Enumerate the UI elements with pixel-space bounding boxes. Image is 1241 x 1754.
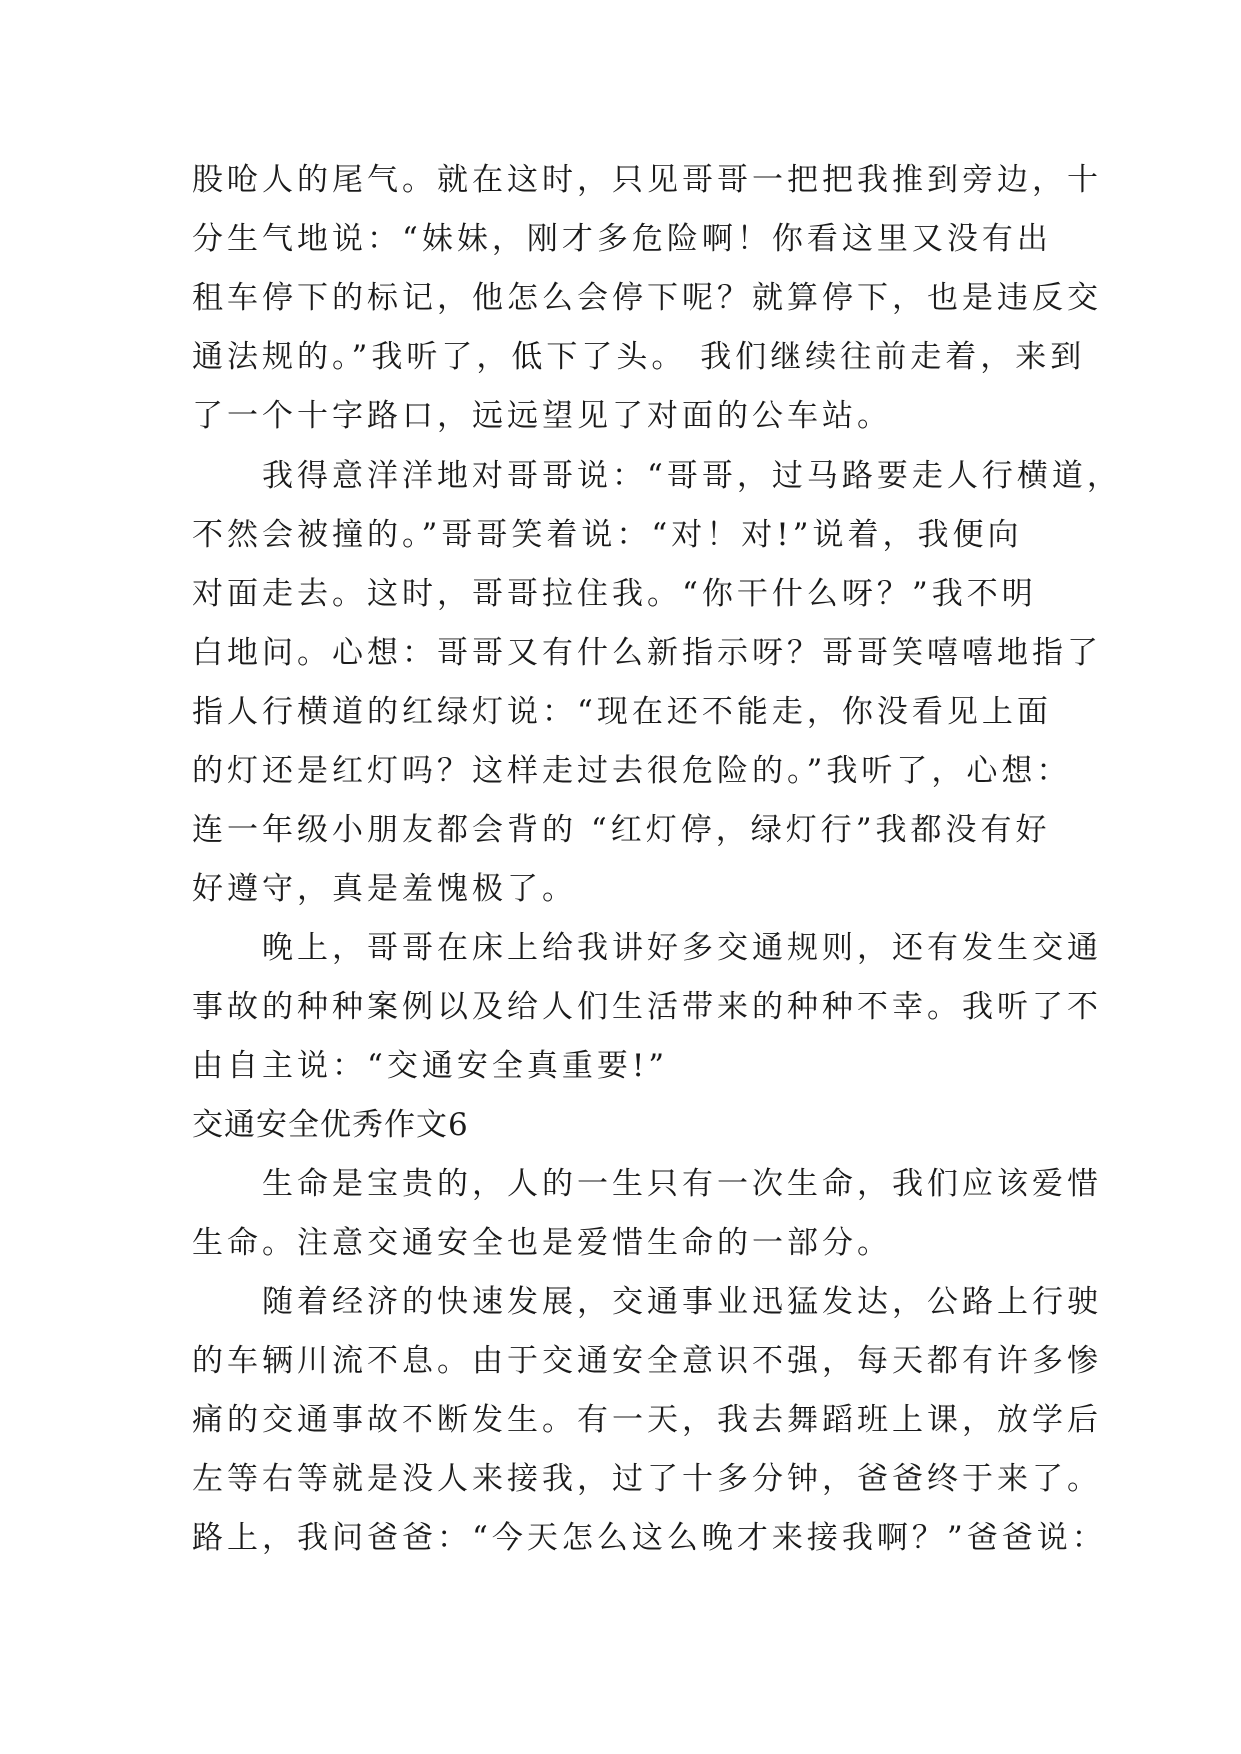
text-line: 指人行横道的红绿灯说：“现在还不能走，你没看见上面 [192, 694, 1052, 730]
text-line: 晚上，哥哥在床上给我讲好多交通规则，还有发生交通 [192, 930, 1102, 966]
text-line: 事故的种种案例以及给人们生活带来的种种不幸。我听了不 [192, 989, 1102, 1025]
text-line: 生命是宝贵的，人的一生只有一次生命，我们应该爱惜 [192, 1166, 1102, 1202]
text-line: 痛的交通事故不断发生。有一天，我去舞蹈班上课，放学后 [192, 1402, 1102, 1438]
section-heading: 交通安全优秀作文6 [192, 1107, 469, 1143]
text-line: 生命。注意交通安全也是爱惜生命的一部分。 [192, 1225, 892, 1261]
text-line: 好遵守，真是羞愧极了。 [192, 871, 577, 907]
text-line: 不然会被撞的。”哥哥笑着说：“对！对!”说着，我便向 [192, 517, 1023, 553]
text-line: 对面走去。这时，哥哥拉住我。“你干什么呀？”我不明 [192, 576, 1037, 612]
text-line: 我得意洋洋地对哥哥说：“哥哥，过马路要走人行横道， [192, 458, 1122, 494]
text-line: 连一年级小朋友都会背的 “红灯停，绿灯行”我都没有好 [192, 812, 1051, 848]
text-line: 了一个十字路口，远远望见了对面的公车站。 [192, 398, 892, 434]
text-line: 租车停下的标记，他怎么会停下呢？就算停下，也是违反交 [192, 280, 1102, 316]
text-line: 分生气地说：“妹妹，刚才多危险啊！你看这里又没有出 [192, 221, 1052, 257]
text-line: 白地问。心想：哥哥又有什么新指示呀？哥哥笑嘻嘻地指了 [192, 635, 1102, 671]
text-line: 的灯还是红灯吗？这样走过去很危险的。”我听了，心想： [192, 753, 1072, 789]
text-line: 随着经济的快速发展，交通事业迅猛发达，公路上行驶 [192, 1284, 1102, 1320]
text-line: 路上，我问爸爸：“今天怎么这么晚才来接我啊？”爸爸说： [192, 1520, 1107, 1556]
text-line: 的车辆川流不息。由于交通安全意识不强，每天都有许多惨 [192, 1343, 1102, 1379]
text-line: 股呛人的尾气。就在这时，只见哥哥一把把我推到旁边，十 [192, 162, 1102, 198]
text-line: 由自主说：“交通安全真重要!” [192, 1048, 669, 1084]
text-line: 左等右等就是没人来接我，过了十多分钟，爸爸终于来了。 [192, 1461, 1102, 1497]
text-line: 通法规的。”我听了，低下了头。 我们继续往前走着，来到 [192, 339, 1086, 375]
